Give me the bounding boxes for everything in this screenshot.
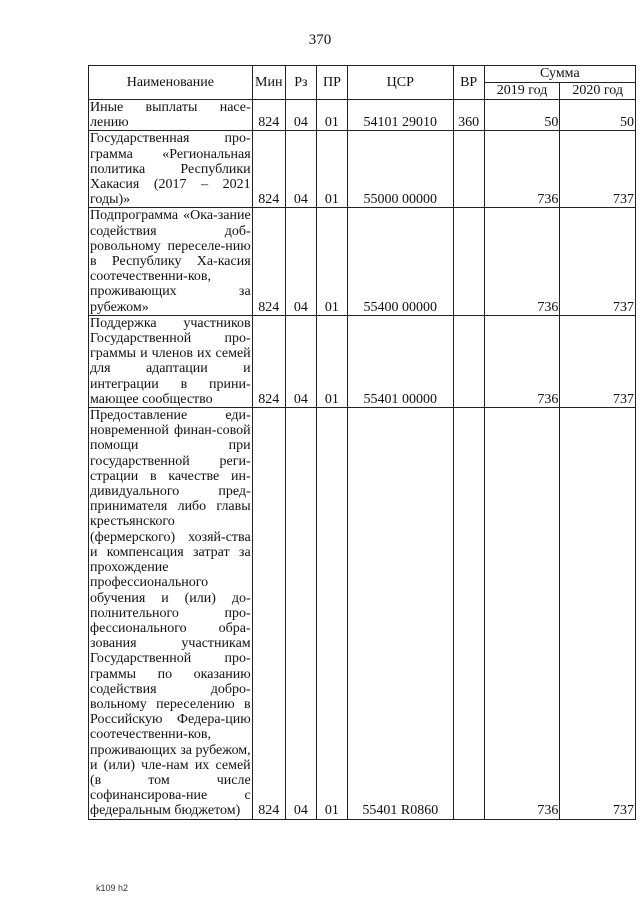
footer-code: k109 h2 <box>96 883 129 893</box>
row-pr: 01 <box>316 100 347 131</box>
header-sum: Сумма <box>484 66 635 83</box>
table-row <box>89 315 636 407</box>
table-row <box>89 208 636 315</box>
row-sum-2020: 737 <box>560 315 636 407</box>
row-name: Иные выплаты насе-лению <box>90 100 251 131</box>
row-rz: 04 <box>285 315 316 407</box>
row-pr: 01 <box>316 131 347 208</box>
row-rz: 04 <box>285 100 316 131</box>
header-name: Наименование <box>89 66 253 100</box>
row-sum-2019: 736 <box>484 208 560 315</box>
header-vr: ВР <box>453 66 484 100</box>
row-rz: 04 <box>285 208 316 315</box>
row-min: 824 <box>252 315 285 407</box>
header-rz: Рз <box>285 66 316 100</box>
row-csr: 55401 00000 <box>347 315 453 407</box>
row-sum-2019: 736 <box>484 131 560 208</box>
header-min: Мин <box>252 66 285 100</box>
table-row <box>89 100 636 131</box>
row-vr <box>453 408 484 819</box>
row-name: Подпрограмма «Ока-зание содействия доб-ровольному переселе-нию в Республику Ха-касия соотечественни-ков, проживающих за рубежом» <box>90 208 251 315</box>
page-number: 370 <box>308 32 332 48</box>
header-pr: ПР <box>316 66 347 100</box>
row-rz: 04 <box>285 408 316 819</box>
row-name: Предоставление еди-новременной финан-совой помощи при государственной реги-страции в качестве ин-дивидуального пред-принимателя либо главы крестьянского (фермерского) хозяй-ства и компенсация затрат за прохождение профессионального обучения и (или) до-полнительного про-фессионального обра-зования участникам Государственной про-граммы по оказанию содействия добро-вольному переселению в Российскую Федера-цию соотечественни-ков, проживающих за рубежом, и (или) чле-нам их семей (в том числе софинансирова-ние с федеральным бюджетом) <box>90 408 251 819</box>
table-row <box>89 408 636 819</box>
row-min: 824 <box>252 131 285 208</box>
row-csr: 54101 29010 <box>347 100 453 131</box>
row-sum-2020: 50 <box>560 100 636 131</box>
row-csr: 55000 00000 <box>347 131 453 208</box>
row-pr: 01 <box>316 408 347 819</box>
row-name: Поддержка участников Государственной про-граммы и членов их семей для адаптации и интеграции в прини-мающее сообщество <box>90 315 251 407</box>
row-csr: 55401 R0860 <box>347 408 453 819</box>
row-pr: 01 <box>316 208 347 315</box>
row-name: Государственная про-грамма «Региональная политика Республики Хакасия (2017 – 2021 годы)» <box>90 131 251 208</box>
row-vr <box>453 315 484 407</box>
row-min: 824 <box>252 208 285 315</box>
row-sum-2019: 736 <box>484 408 560 819</box>
row-rz: 04 <box>285 131 316 208</box>
row-csr: 55400 00000 <box>347 208 453 315</box>
row-vr: 360 <box>453 100 484 131</box>
row-min: 824 <box>252 100 285 131</box>
header-year-2020: 2020 год <box>560 83 636 100</box>
budget-table <box>88 65 636 820</box>
header-csr: ЦСР <box>347 66 453 100</box>
row-sum-2020: 737 <box>560 208 636 315</box>
row-vr <box>453 208 484 315</box>
row-sum-2019: 50 <box>484 100 560 131</box>
row-pr: 01 <box>316 315 347 407</box>
row-min: 824 <box>252 408 285 819</box>
table-row <box>89 131 636 208</box>
row-sum-2019: 736 <box>484 315 560 407</box>
header-year-2019: 2019 год <box>484 83 560 100</box>
row-vr <box>453 131 484 208</box>
row-sum-2020: 737 <box>560 408 636 819</box>
row-sum-2020: 737 <box>560 131 636 208</box>
